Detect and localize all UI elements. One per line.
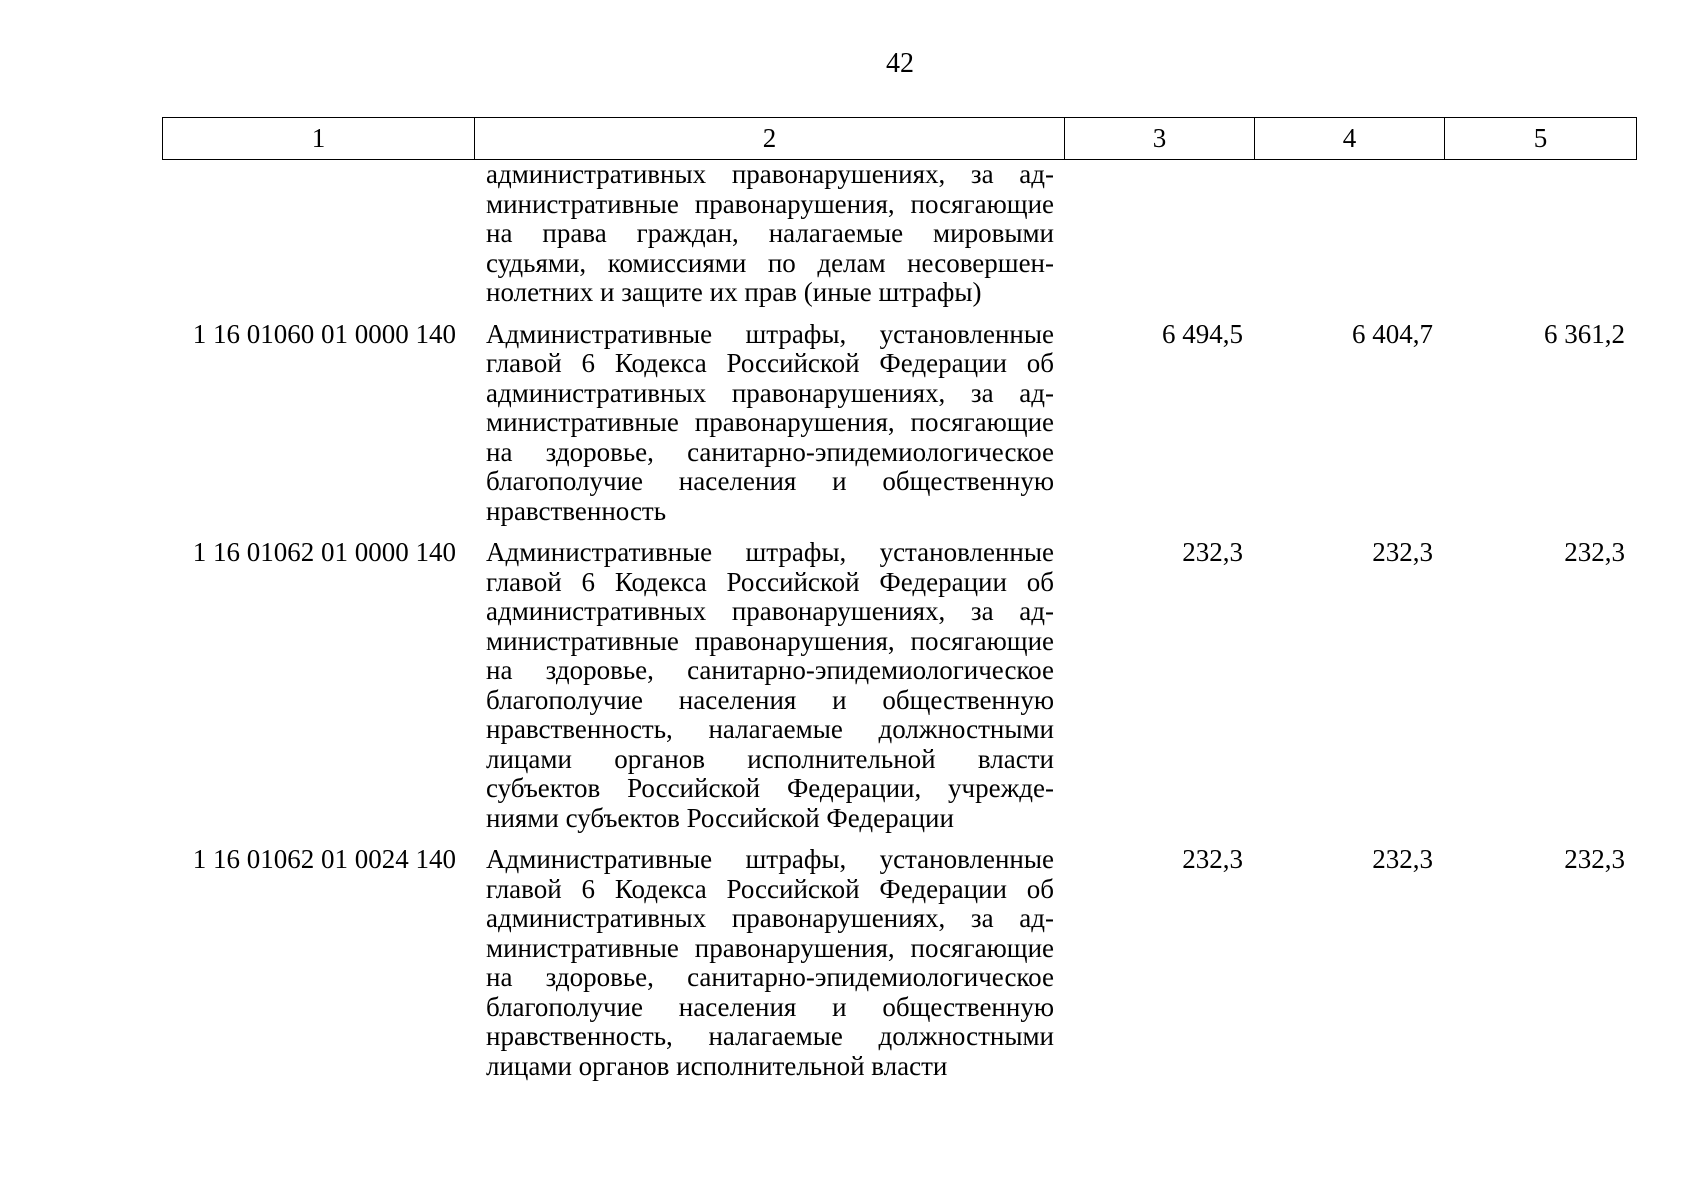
row-value-3: 232,3	[1182, 844, 1243, 874]
row-value-4: 232,3	[1372, 844, 1433, 874]
row-value-3: 6 494,5	[1162, 318, 1243, 349]
row-code: 1 16 01060 01 0000 140	[192, 318, 456, 349]
header-cell-5: 5	[1445, 118, 1637, 160]
row-value-3: 232,3	[1182, 537, 1243, 567]
header-cell-1: 1	[163, 118, 475, 160]
row-value-4: 6 404,7	[1352, 318, 1433, 349]
header-row	[163, 118, 1637, 160]
row-name: Административные штрафы, установленные главой 6 Кодекса Российской Федерации об административных правонарушениях, за административные правонарушения, посягающие на здоровье, санитарно-эпидемиологическое благополучие населения и общественную нравственность, налагаемые должностными лицами органов исполнительной власти	[486, 844, 1054, 1081]
row-name: административных правонарушениях, за административные правонарушения, посягающие на права граждан, налагаемые мировыми судьями, комиссиями по делам несовершеннолетних и защите их прав (иные штрафы)	[486, 159, 1054, 307]
row-value-5: 232,3	[1564, 537, 1625, 567]
row-value-5: 6 361,2	[1544, 318, 1625, 349]
table-row	[162, 845, 1636, 1081]
row-code	[162, 160, 474, 320]
table-row	[162, 538, 1636, 845]
row-code: 1 16 01062 01 0000 140	[192, 537, 456, 567]
row-value-3	[1064, 160, 1254, 320]
table-header	[162, 117, 1637, 160]
row-name: Административные штрафы, установленные главой 6 Кодекса Российской Федерации об административных правонарушениях, за административные правонарушения, посягающие на здоровье, санитарно-эпидемиологическое благополучие населения и общественную нравственность	[486, 318, 1054, 526]
row-value-5	[1444, 160, 1636, 320]
budget-table	[162, 117, 1636, 1081]
table-row	[162, 320, 1636, 539]
page-number: 42	[886, 48, 914, 79]
header-cell-3: 3	[1065, 118, 1255, 160]
row-value-5: 232,3	[1564, 844, 1625, 874]
row-value-4: 232,3	[1372, 537, 1433, 567]
table-body	[162, 160, 1636, 1081]
row-name: Административные штрафы, установленные главой 6 Кодекса Российской Федерации об административных правонарушениях, за административные правонарушения, посягающие на здоровье, санитарно-эпидемиологическое благополучие населения и общественную нравственность, налагаемые должностными лицами органов исполнительной власти субъектов Российской Федерации, учреждениями субъектов Российской Федерации	[486, 537, 1054, 833]
header-cell-4: 4	[1255, 118, 1445, 160]
row-value-4	[1254, 160, 1444, 320]
header-cell-2: 2	[475, 118, 1065, 160]
table-row	[162, 160, 1636, 320]
row-code: 1 16 01062 01 0024 140	[192, 844, 456, 874]
